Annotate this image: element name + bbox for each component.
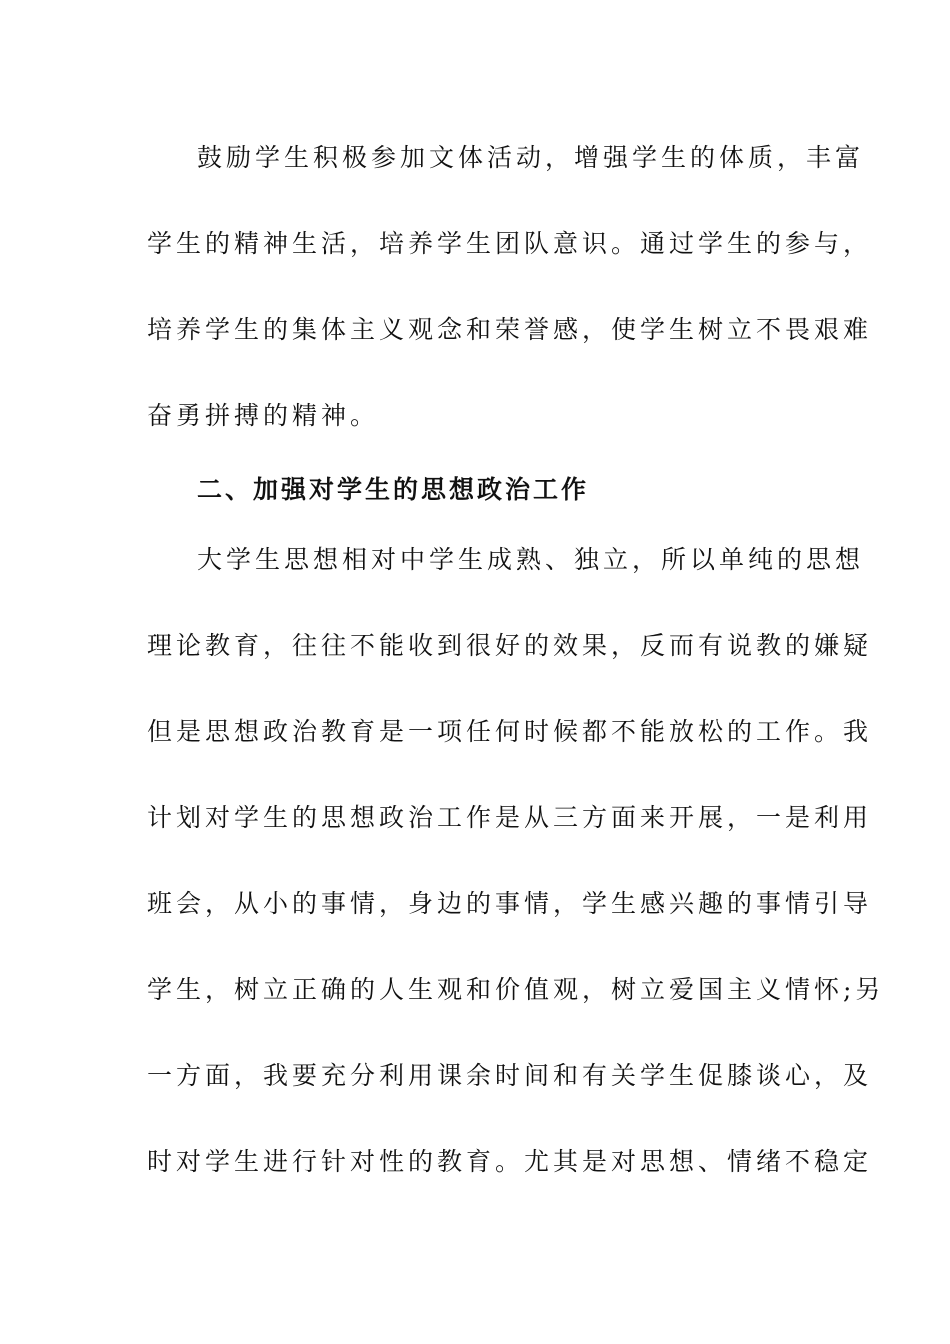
- paragraph-line: 学生的精神生活，培养学生团队意识。通过学生的参与，: [147, 229, 873, 258]
- paragraph-line: 但是思想政治教育是一项任何时候都不能放松的工作。我: [147, 717, 873, 746]
- section-heading: 二、加强对学生的思想政治工作: [197, 475, 590, 504]
- paragraph-line: 培养学生的集体主义观念和荣誉感，使学生树立不畏艰难: [147, 315, 873, 344]
- paragraph-line: 时对学生进行针对性的教育。尤其是对思想、情绪不稳定: [147, 1147, 873, 1176]
- paragraph-line: 一方面，我要充分利用课余时间和有关学生促膝谈心，及: [147, 1061, 873, 1090]
- paragraph-line: 计划对学生的思想政治工作是从三方面来开展，一是利用: [147, 803, 873, 832]
- paragraph-line: 学生，树立正确的人生观和价值观，树立爱国主义情怀;另: [147, 975, 885, 1004]
- paragraph-line: 鼓励学生积极参加文体活动，增强学生的体质，丰富: [197, 143, 865, 172]
- paragraph-line: 大学生思想相对中学生成熟、独立，所以单纯的思想: [197, 545, 865, 574]
- paragraph-line: 理论教育，往往不能收到很好的效果，反而有说教的嫌疑: [147, 631, 873, 660]
- paragraph-line: 班会，从小的事情，身边的事情，学生感兴趣的事情引导: [147, 889, 873, 918]
- paragraph-line: 奋勇拼搏的精神。: [147, 401, 380, 430]
